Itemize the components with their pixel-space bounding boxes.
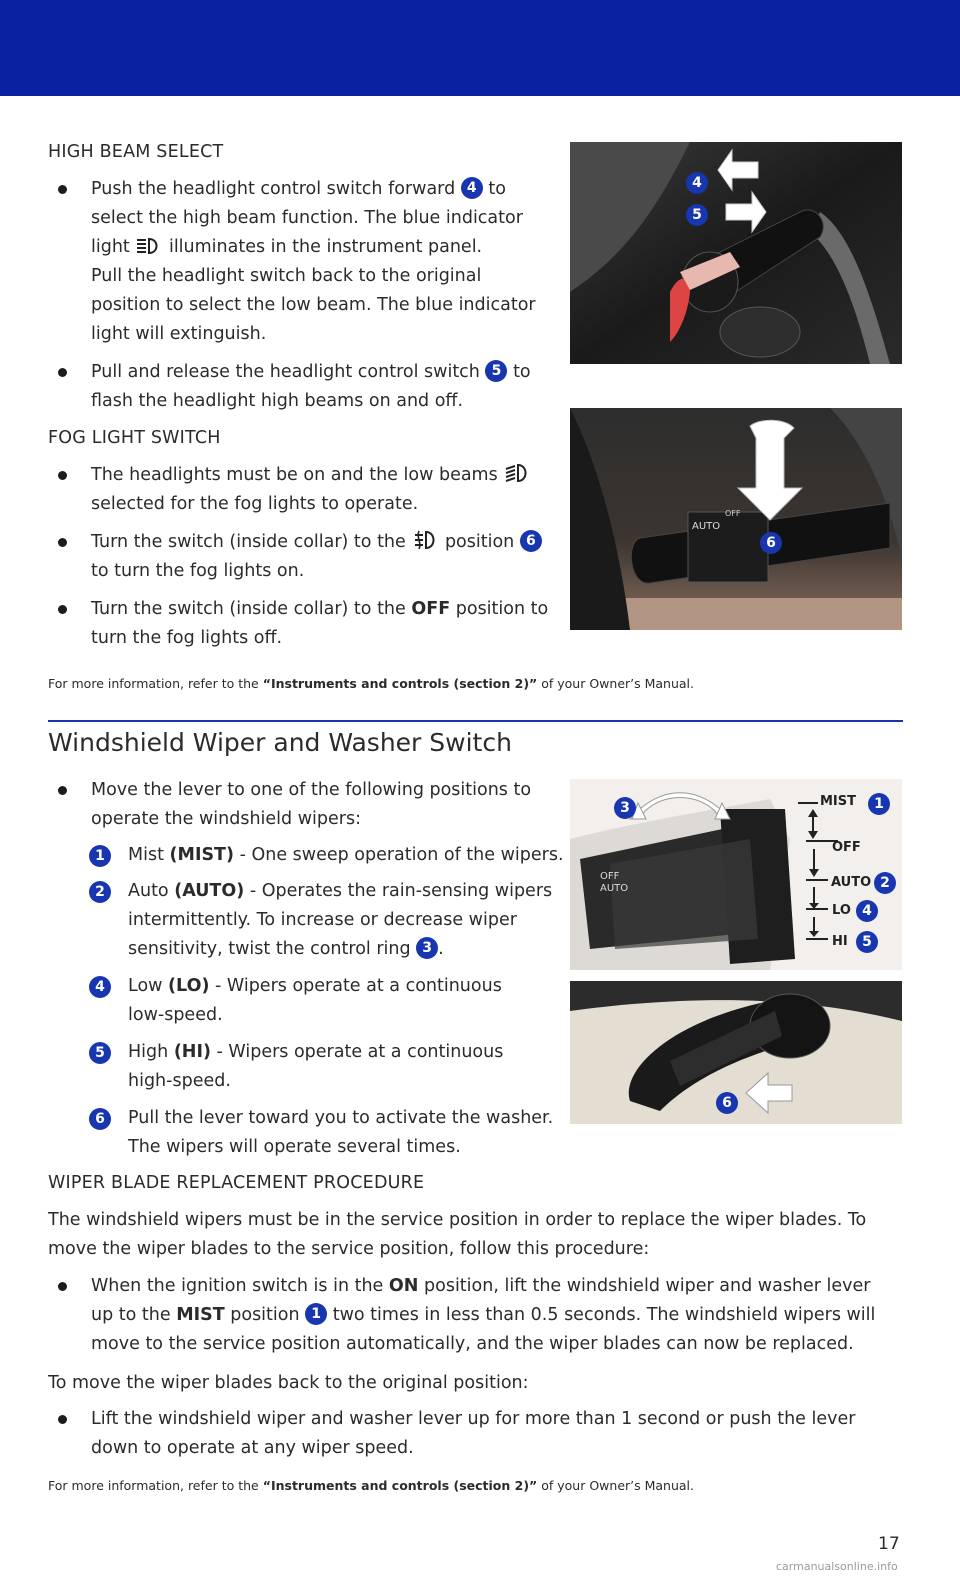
callout-badge: 5 xyxy=(856,931,878,953)
text-run-bold: OFF xyxy=(411,599,451,619)
text-run: position to xyxy=(455,599,549,619)
text-run: Push the headlight control switch forward xyxy=(91,179,456,199)
text-run: Low xyxy=(128,976,163,996)
text-run: Turn the switch (inside collar) to the xyxy=(91,599,406,619)
callout-badge: 4 xyxy=(686,172,708,194)
fog-bullet-3-line-2: turn the fog lights off. xyxy=(91,628,283,648)
fog-bullet-2 xyxy=(91,528,542,557)
fog-bullet-3 xyxy=(91,595,548,624)
bullet-dot xyxy=(58,538,67,547)
section-divider xyxy=(48,720,903,722)
text-run: of your Owner’s Manual. xyxy=(541,1478,695,1493)
high-beam-line-2: select the high beam function. The blue indicator xyxy=(91,208,523,228)
text-run: Mist xyxy=(128,845,164,865)
wiper-item-auto-line-3 xyxy=(128,935,444,964)
replacement-step-1 xyxy=(91,1272,871,1301)
text-run: position xyxy=(444,532,515,552)
headlight-stalk-illustration xyxy=(570,142,902,364)
photo-washer-pull xyxy=(570,981,902,1124)
page-number: 17 xyxy=(878,1534,900,1554)
position-label-hi: HI xyxy=(832,934,848,949)
replacement-heading: WIPER BLADE REPLACEMENT PROCEDURE xyxy=(48,1173,425,1193)
header-band xyxy=(0,0,960,96)
callout-badge: 6 xyxy=(716,1092,738,1114)
wiper-item-lo xyxy=(128,972,502,1001)
callout-badge: 5 xyxy=(686,204,708,226)
callout-badge: 6 xyxy=(760,532,782,554)
high-beam-bullet-2 xyxy=(91,358,531,387)
replacement-step-2: Lift the windshield wiper and washer lever up for more than 1 second or push the lever xyxy=(91,1409,856,1429)
high-beam-line-5: position to select the low beam. The blue indicator xyxy=(91,295,536,315)
text-run-bold: ON xyxy=(388,1276,419,1296)
bullet-dot xyxy=(58,605,67,614)
text-run-bold: (HI) xyxy=(173,1042,211,1062)
position-label-off: OFF xyxy=(832,840,861,855)
callout-badge: 5 xyxy=(89,1042,111,1064)
text-run: sensitivity, twist the control ring xyxy=(128,939,411,959)
watermark: carmanualsonline.info xyxy=(776,1560,898,1573)
wiper-intro-line-2: operate the windshield wipers: xyxy=(91,809,361,829)
bullet-dot xyxy=(58,1282,67,1291)
stalk-auto-label: AUTO xyxy=(692,521,721,532)
text-run: to xyxy=(488,179,506,199)
position-label-lo: LO xyxy=(832,903,851,918)
wiper-item-washer: Pull the lever toward you to activate the washer. xyxy=(128,1108,554,1128)
wiper-intro-line-1: Move the lever to one of the following positions to xyxy=(91,780,532,800)
text-run: - Operates the rain-sensing wipers xyxy=(249,881,553,901)
callout-badge: 2 xyxy=(89,881,111,903)
text-run: High xyxy=(128,1042,169,1062)
fog-bullet-2-line-2: to turn the fog lights on. xyxy=(91,561,305,581)
callout-badge: 4 xyxy=(461,177,483,199)
text-run: Turn the switch (inside collar) to the xyxy=(91,532,406,552)
callout-badge: 6 xyxy=(89,1108,111,1130)
text-run: position, lift the windshield wiper and washer lever xyxy=(424,1276,871,1296)
text-run: to xyxy=(513,362,531,382)
text-run: - Wipers operate at a continuous xyxy=(216,1042,504,1062)
high-beam-line-6: light will extinguish. xyxy=(91,324,267,344)
text-run-bold: “Instruments and controls (section 2)” xyxy=(262,1478,538,1493)
text-run: position xyxy=(230,1305,300,1325)
wiper-item-mist xyxy=(128,841,564,870)
high-beam-indicator-icon xyxy=(135,236,163,256)
high-beam-bullet-2-line-2: flash the headlight high beams on and off. xyxy=(91,391,464,411)
text-run: Pull and release the headlight control switch xyxy=(91,362,480,382)
fog-bullet-1-line-2: selected for the fog lights to operate. xyxy=(91,494,419,514)
bullet-dot xyxy=(58,1415,67,1424)
text-run: of your Owner’s Manual. xyxy=(541,676,695,691)
text-run: For more information, refer to the xyxy=(48,676,259,691)
text-run: illuminates in the instrument panel. xyxy=(168,237,483,257)
text-run-bold: MIST xyxy=(176,1305,225,1325)
low-beam-icon xyxy=(503,462,531,484)
text-run: When the ignition switch is in the xyxy=(91,1276,384,1296)
callout-badge: 1 xyxy=(305,1303,327,1325)
text-run: Auto xyxy=(128,881,169,901)
text-run: two times in less than 0.5 seconds. The windshield wipers will xyxy=(332,1305,876,1325)
callout-badge: 1 xyxy=(89,845,111,867)
text-run-bold: (MIST) xyxy=(169,845,234,865)
fog-collar-illustration xyxy=(570,408,902,630)
high-beam-line-4: Pull the headlight switch back to the original xyxy=(91,266,482,286)
wiper-item-hi-line-2: high-speed. xyxy=(128,1071,231,1091)
bullet-dot xyxy=(58,786,67,795)
stalk-off-label: OFF xyxy=(725,509,741,518)
bullet-dot xyxy=(58,185,67,194)
replacement-step-1-line-2 xyxy=(91,1301,875,1330)
wiper-section-title: Windshield Wiper and Washer Switch xyxy=(48,728,512,757)
position-label-mist: MIST xyxy=(820,794,857,809)
high-beam-heading: HIGH BEAM SELECT xyxy=(48,142,224,162)
text-run: For more information, refer to the xyxy=(48,1478,259,1493)
text-run: - Wipers operate at a continuous xyxy=(215,976,502,996)
replacement-line-1: The windshield wipers must be in the service position in order to replace the wiper blades. To xyxy=(48,1210,867,1230)
text-run: The headlights must be on and the low beams xyxy=(91,465,498,485)
wiper-item-auto xyxy=(128,877,552,906)
callout-badge: 6 xyxy=(520,530,542,552)
text-run-bold: (AUTO) xyxy=(174,881,245,901)
text-run-bold: “Instruments and controls (section 2)” xyxy=(262,676,538,691)
wiper-item-auto-line-2: intermittently. To increase or decrease wiper xyxy=(128,910,517,930)
photo-fog-light-collar xyxy=(570,408,902,630)
high-beam-bullet-1 xyxy=(91,175,506,204)
fog-bullet-1 xyxy=(91,461,531,490)
position-label-auto: AUTO xyxy=(831,875,872,890)
high-beam-line-3 xyxy=(91,233,482,262)
text-run: . xyxy=(438,939,444,959)
text-run: up to the xyxy=(91,1305,171,1325)
fog-light-heading: FOG LIGHT SWITCH xyxy=(48,428,221,448)
footnote-2 xyxy=(48,1478,694,1493)
text-run-bold: (LO) xyxy=(168,976,210,996)
wiper-item-washer-line-2: The wipers will operate several times. xyxy=(128,1137,461,1157)
photo-wiper-positions xyxy=(570,779,902,970)
callout-badge: 2 xyxy=(874,872,896,894)
callout-badge: 3 xyxy=(614,797,636,819)
footnote-1 xyxy=(48,676,694,691)
bullet-dot xyxy=(58,471,67,480)
text-run: - One sweep operation of the wipers. xyxy=(239,845,564,865)
callout-badge: 5 xyxy=(485,360,507,382)
callout-badge: 3 xyxy=(416,937,438,959)
replacement-step-1-line-3: move to the service position automatically, and the wiper blades can now be replaced. xyxy=(91,1334,854,1354)
callout-badge: 1 xyxy=(868,793,890,815)
bullet-dot xyxy=(58,368,67,377)
stalk-off-label: OFF xyxy=(600,871,620,882)
stalk-auto-label: AUTO xyxy=(600,883,629,894)
fog-light-icon xyxy=(411,529,439,551)
callout-badge: 4 xyxy=(89,976,111,998)
wiper-item-lo-line-2: low-speed. xyxy=(128,1005,223,1025)
wiper-item-hi xyxy=(128,1038,503,1067)
text-run: light xyxy=(91,237,130,257)
replacement-step-2-line-2: down to operate at any wiper speed. xyxy=(91,1438,414,1458)
replacement-line-2: move the wiper blades to the service position, follow this procedure: xyxy=(48,1239,650,1259)
photo-headlight-stalk xyxy=(570,142,902,364)
back-to-original-line: To move the wiper blades back to the original position: xyxy=(48,1373,529,1393)
callout-badge: 4 xyxy=(856,900,878,922)
